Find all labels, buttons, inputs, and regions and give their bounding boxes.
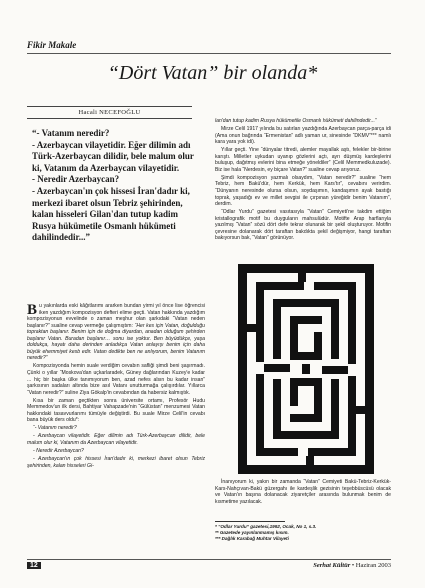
article-title: “Dört Vatan” bir olanda*	[107, 62, 318, 84]
drop-cap: B	[27, 302, 38, 318]
pull-quote-line: - Neredir Azerbaycan?	[32, 174, 120, 185]
body-italic-paragraph: - Azerbaycan'ın çok hissesi İran'dadır ki, merkezi ibaret olsun Tebriz şehirinden, kalan hisseleri Gi-	[27, 456, 205, 469]
body-paragraph: Kısa bir zaman geçtikten sonra üniversite ortamı, Profesör Hudu Memmedov'un ilk dersi, Bahtiyar Vahapzade'nin “Gülüstan” menzumesi Vatan hakkındaki tasavvurlarımı tümüyle değiştirdi. Bu suale Mirze Celil'in cevabı bana büyük ders oldu*:	[27, 397, 205, 424]
left-column	[27, 303, 205, 471]
body-italic-paragraph: “- Vatanım neredir?	[33, 425, 77, 432]
footnote: * “Odlar Yurdu” gazetesi,1992, Ocak, No 1, s.3.	[215, 524, 317, 529]
page-number: 12	[27, 562, 41, 569]
byline-rule-bottom	[27, 118, 192, 119]
footer-credit	[313, 562, 391, 569]
footnote: ** Gazetede yayınlanmamış kısım.	[215, 530, 289, 535]
footnotes	[215, 524, 391, 542]
right-column-after-figure	[215, 479, 391, 505]
pull-quote-line: - Azerbaycan'ın çok hissesi İran'dadır ki, merkezi ibaret olsun Tebriz şehirinden, kalan hisseleri Gilan'dan tutup kadim Rusya hükümetile Osmanlı hükümeti dahilindedir...”	[32, 185, 190, 243]
bottom-rule	[27, 559, 391, 560]
kufic-vatan-motif	[238, 264, 374, 474]
pull-quote	[32, 128, 202, 244]
byline	[27, 106, 192, 119]
author-name: Hacali NECEFOĞLU	[78, 109, 141, 116]
body-paragraph: Mirze Celil 1917 yılında bu satırları yazdığında Azerbaycan parça-parça idi (Ama onun bağrında “Ermenistan” adlı yaman ur, sinesinde “DKMV”*** namlı kara yara yok idi).	[215, 126, 391, 146]
body-italic-paragraph: - Azerbaycan vilayetidir. Eğer dilimin adı Türk-Azerbaycan dilidir, bele malum olur ki, Vatanım da Azerbaycan vilayetidir.	[27, 433, 205, 446]
pull-quote-line: “- Vatanım neredir?	[32, 128, 110, 138]
body-paragraph: Şimdi kompozisyon yazmalı olsaydım, “Vatan neredir?” sualine “hem Tebriz, hem Bakü'dür, hem Kerkük, hem Kars'tır”, cevabını verirdim. “Dünyanın neresinde olursa olsun, soydaşımın, kandaşımın ayak bastığı toprak, yaşadığı ev ve millet sevgisi ile çırpınan yüreğidir benim Vatanım”, derdim.	[215, 174, 391, 208]
body-paragraph	[27, 303, 205, 362]
footnote: *** Dağlık Karabağ Muhtar Vilayeti	[215, 536, 289, 541]
body-paragraph: lan'dan tutup kadim Rusya hükümetile Osmanlı hükümeti dahilindedir...”	[215, 118, 377, 124]
body-paragraph: Yıllar geçti. Yine “dünyalar titredi, alemler mayallak aştı, felekler bir-birine karıştı. Milletler uykudan uyanıp gözlerini açtı, ayrı düşmüş kardeşlerini buluşup, dağıtmış evlerini bina etmeğe yöneldiler” (Celil Memmedkuluzade). Biz ise hala “Nerdesin, ey biçare Vatan?” sualine cevap arıyoruz.	[215, 147, 391, 173]
footnote-rule	[215, 521, 285, 522]
body-paragraph: Kompozisyonda hemin suale verdiğim cevabın safliği şimdi beni şaşırmadı. Çünki o yıllar “Moskova'dan uçkarlaradek, Güney dağlarından Kuzey'e kadar ... hiç bir başka ülke tanımıyorum ben, azad nefes alsın bu kadar insan” şarkısının sadaları altında bize asıl Vatanı unutturmağa çalışırdılar. Yıllarca “Vatan neredir?” suline Ziya Gökalp'in cevabından da habersiz kalmıştık.	[27, 363, 205, 396]
body-italic-paragraph: - Neredir Azerbaycan?	[33, 447, 84, 454]
issue-date: • Haziran 2003	[351, 562, 391, 569]
section-label: Fikir Makale	[27, 40, 77, 50]
magazine-name: Serhat Kültür	[313, 562, 351, 569]
pull-quote-line: - Azerbaycan vilayetidir. Eğer dilimin adı Türk-Azerbaycan dilidir, bele malum olur ki, Vatanım da Azerbaycan vilayetidir.	[32, 139, 194, 173]
body-text: u yakınlarda eski kâğıtlarımı ararken bundan yirmi yıl önce lise öğrencisi iken yazdığım kompozisyon defteri elime geçti. Vatan hakkında yazdığım kompozisyonun evvelinde o zaman meşhur olan şarkıdaki “Vatan neden başlanır?” sualine cevap vermeğe çalışmıştım:	[27, 303, 205, 329]
body-paragraph: “Odlar Yurdu” gazetesi vasıtasıyla “Vatan” Cemiyeti'ne takdim ettiğim kristallografik motif bu duyguların mahsulüdür. Motifte Arap harflarıyla yazılmış “Vatan” sözü dört defe tekrar olunarak bir şekil oluşturuyor. Motifin çevresine dolanarak dört taraftan bakdıkta şekil değişmiyor, hangi taraftan bakıyorsun bak, “Vatan” görünüyor.	[215, 209, 391, 242]
body-italic-text: “Her kes için Vatan, doğulduğu topraktan başlanır. Benim için de doğma diyardan, anadan olduğum şehirden başlanır Vatan. Buradan başlanır… sonu ise yoktur. Ben büyüdükçe, yaşa doldukça, hayatı daha derinden anladıkça Vatan anlayışı benim için daha büyük ehemmiyet kesb edir. Vatan dedikte ben ne anlıyorum, benim Vatanım neredir?”	[27, 322, 206, 362]
right-column	[215, 118, 391, 243]
top-rule	[27, 53, 391, 54]
body-paragraph: İnanıyorum ki, yakın bir zamanda “Vatan” Cemiyeti Bakü-Tebriz-Kerkük-Kars-Nahçıvan-Bakü güzergahı ile kardeşlik gezisinin teşebbüscüsü olacak ve Vatan'ın başına dolanacak ziyaretçiler arasında bulunmak benim de kısmetime yazılacak.	[215, 479, 391, 505]
